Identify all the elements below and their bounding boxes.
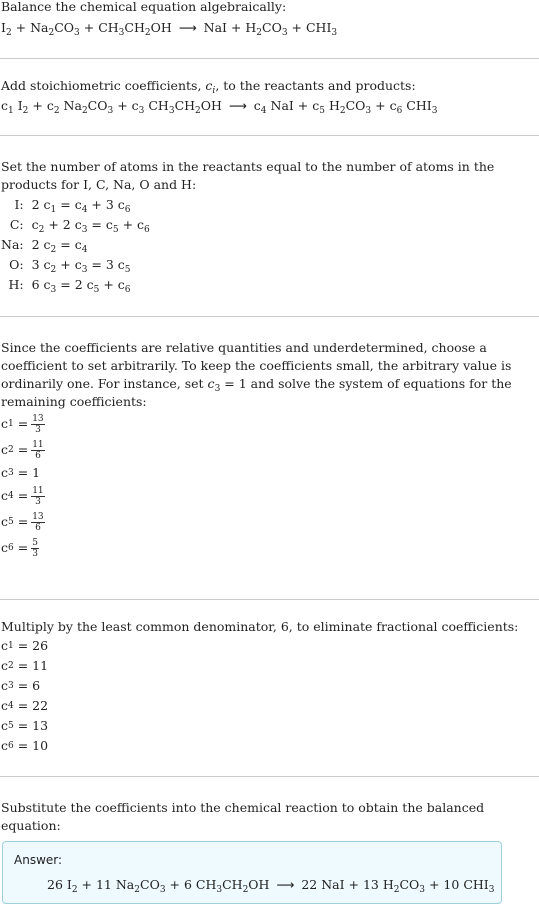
lcd-section (1, 618, 537, 756)
intro-heading: Balance the chemical equation algebraically: (1, 0, 287, 14)
answer-box (2, 841, 502, 904)
substitute-text: Substitute the coefficients into the chemical reaction to obtain the balanced equation: (1, 800, 485, 833)
int-coef-c5: c 5 = 13 (1, 718, 49, 733)
coef-c4: c 4 = $\frac{11}{3}$ (1, 485, 44, 507)
divider (0, 316, 539, 317)
unbalanced-equation: $I_2 + Na_2CO_3 + CH_3CH_2OH$ ⟶ NaI + $H_2CO_3 + CHI_3$ (1, 20, 338, 38)
coef-c1: c 1 = $\frac{13}{3}$ (1, 413, 44, 435)
atom-row-h: H: 6 $c_3 = 2$ $c_5 + c_6$ (8, 277, 131, 295)
divider (0, 599, 539, 600)
intro-section (1, 0, 537, 37)
coefficients-section (1, 77, 537, 115)
solve-section (1, 339, 537, 561)
answer-label: Answer: (14, 853, 63, 867)
atom-row-na: Na: 2 $c_2 = c_4$ (1, 237, 88, 255)
lcd-text: Multiply by the least common denominator, 6, to eliminate fractional coefficients: (1, 619, 519, 634)
coef-c6: c 6 = $\frac{5}{3}$ (1, 537, 38, 559)
atom-row-i: I: 2 $c_1 = c_4 + 3$ $c_6$ (14, 197, 131, 215)
atom-balance-section (1, 158, 537, 296)
atom-row-c: C: $c_2 + 2$ $c_3 = c_5 + c_6$ (9, 217, 150, 235)
atom-row-o: O: 3 $c_2 + c_3 = 3$ $c_5$ (9, 257, 131, 275)
int-coef-c4: c 4 = 22 (1, 698, 49, 713)
coef-c5: c 5 = $\frac{13}{6}$ (1, 511, 44, 533)
coef-c3: c 3 = 1 (1, 465, 41, 480)
reaction-arrow-icon: ⟶ (178, 20, 197, 35)
divider (0, 776, 539, 777)
int-coef-c2: c 2 = 11 (1, 658, 49, 673)
int-coef-c6: c 6 = 10 (1, 738, 49, 753)
divider (0, 135, 539, 136)
atom-balance-text: Set the number of atoms in the reactants equal to the number of atoms in the products for I, C, Na, O and H: (1, 159, 495, 192)
solve-text: Since the coefficients are relative quantities and underdetermined, choose a coefficient to set arbitrarily. To keep the coefficients small, the arbitrary value is ordinarily one. For instance, set $c_3 = 1$ and solve the system of equations for the remaining coefficients: (1, 340, 512, 409)
divider (0, 58, 539, 59)
answer-section (1, 799, 537, 835)
coef-c2: c 2 = $\frac{11}{6}$ (1, 439, 44, 461)
equation-with-coefficients: $c_1$ $I_2 + c_2$ $Na_2CO_3 + c_3$ $CH_3CH_2OH$ ⟶ $c_4$ NaI + $c_5$ $H_2CO_3 + c_6$ $CHI_3$ (1, 98, 438, 116)
coefficients-heading: Add stoichiometric coefficients, $c_i$, to the reactants and products: (1, 78, 416, 96)
atom-balance-equations (1, 196, 156, 296)
int-coef-c3: c 3 = 6 (1, 678, 41, 693)
balanced-equation: 26 $I_2 + 11$ $Na_2CO_3 + 6$ $CH_3CH_2OH$ ⟶ 22 NaI + 13 $H_2CO_3 + 10$ $CHI_3$ (47, 877, 495, 895)
int-coef-c1: c 1 = 26 (1, 638, 49, 653)
